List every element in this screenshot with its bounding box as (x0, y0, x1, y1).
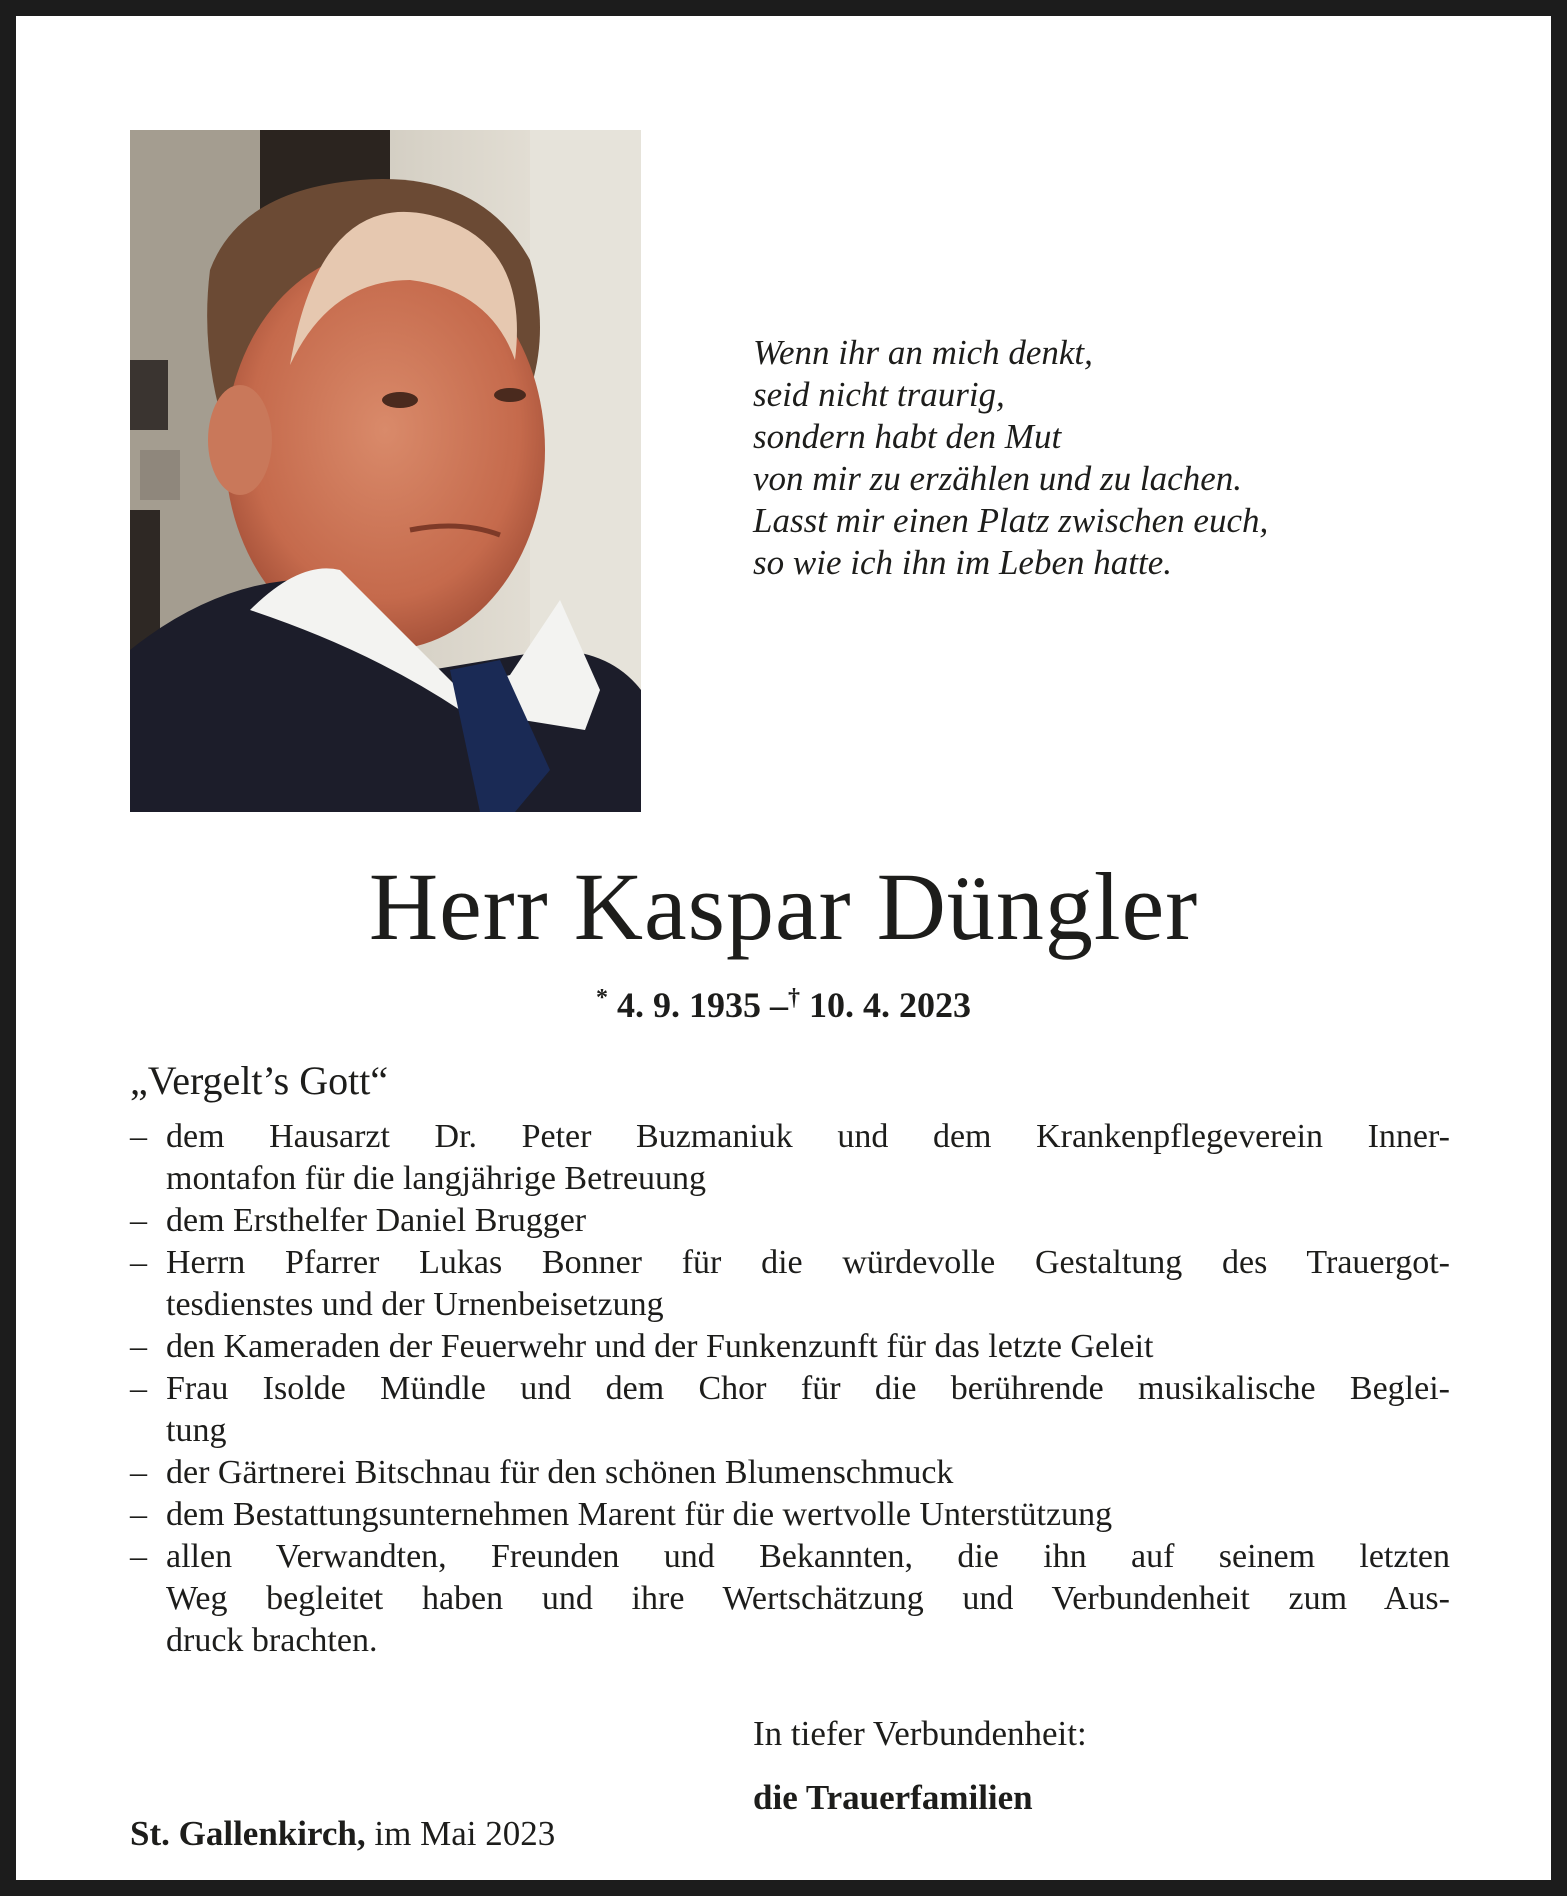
list-dash: – (130, 1118, 147, 1155)
deceased-name: Herr Kaspar Düngler (368, 853, 1199, 960)
closing-block (753, 1702, 1087, 1830)
publication-date: im Mai 2023 (374, 1814, 556, 1853)
list-dash: – (130, 1538, 147, 1575)
thanks-heading: „Vergelt’s Gott“ (130, 1058, 389, 1103)
birth-symbol: * (596, 985, 608, 1011)
list-item (130, 1494, 1450, 1536)
list-dash: – (130, 1370, 147, 1407)
list-item-line: dem Bestattungsunternehmen Marent für die wertvolle Unterstützung (166, 1496, 1113, 1533)
memorial-poem (753, 332, 1268, 584)
list-item-line: dem Hausarzt Dr. Peter Buzmaniuk und dem Krankenpflegeverein Inner- (166, 1118, 1450, 1155)
date-separator: – (770, 985, 788, 1025)
list-item-line: montafon für die langjährige Betreuung (166, 1160, 707, 1197)
death-symbol: † (788, 985, 800, 1011)
poem-line: Lasst mir einen Platz zwischen euch, (753, 501, 1269, 540)
list-item-line: Herrn Pfarrer Lukas Bonner für die würdevolle Gestaltung des Trauergot- (166, 1244, 1450, 1281)
thanks-list (130, 1116, 1450, 1662)
place-name: St. Gallenkirch, (130, 1814, 366, 1853)
poem-line: so wie ich ihn im Leben hatte. (753, 543, 1172, 582)
list-dash: – (130, 1496, 147, 1533)
poem-line: Wenn ihr an mich denkt, (753, 333, 1093, 372)
life-dates (16, 976, 1551, 1027)
list-dash: – (130, 1328, 147, 1365)
death-date: 10. 4. 2023 (809, 985, 971, 1025)
list-item (130, 1326, 1450, 1368)
list-item-line: Frau Isolde Mündle und dem Chor für die berührende musikalische Beglei- (166, 1370, 1450, 1407)
list-item-line: tung (166, 1412, 227, 1449)
portrait-image (130, 130, 641, 812)
list-item (130, 1368, 1450, 1452)
list-item (130, 1452, 1450, 1494)
poem-line: von mir zu erzählen und zu lachen. (753, 459, 1242, 498)
poem-line: seid nicht traurig, (753, 375, 1005, 414)
list-dash: – (130, 1202, 147, 1239)
list-item (130, 1242, 1450, 1326)
obituary-card (16, 16, 1551, 1880)
list-item (130, 1536, 1450, 1662)
list-item-line: allen Verwandten, Freunden und Bekannten, die ihn auf seinem letzten (166, 1538, 1450, 1575)
signature: die Trauerfamilien (753, 1778, 1033, 1817)
poem-line: sondern habt den Mut (753, 417, 1062, 456)
list-item-line: tesdienstes und der Urnenbeisetzung (166, 1286, 664, 1323)
place-and-date (130, 1812, 555, 1856)
portrait-photo (130, 130, 641, 812)
list-item-line: Weg begleitet haben und ihre Wertschätzung und Verbundenheit zum Aus- (166, 1580, 1450, 1617)
list-item-line: den Kameraden der Feuerwehr und der Funkenzunft für das letzte Geleit (166, 1328, 1154, 1365)
list-item (130, 1200, 1450, 1242)
list-item-line: der Gärtnerei Bitschnau für den schönen Blumenschmuck (166, 1454, 954, 1491)
list-item (130, 1116, 1450, 1200)
birth-date: 4. 9. 1935 (617, 985, 761, 1025)
list-dash: – (130, 1454, 147, 1491)
list-item-line: druck brachten. (166, 1622, 378, 1659)
closing-phrase: In tiefer Verbundenheit: (753, 1714, 1087, 1753)
list-dash: – (130, 1244, 147, 1281)
list-item-line: dem Ersthelfer Daniel Brugger (166, 1202, 587, 1239)
